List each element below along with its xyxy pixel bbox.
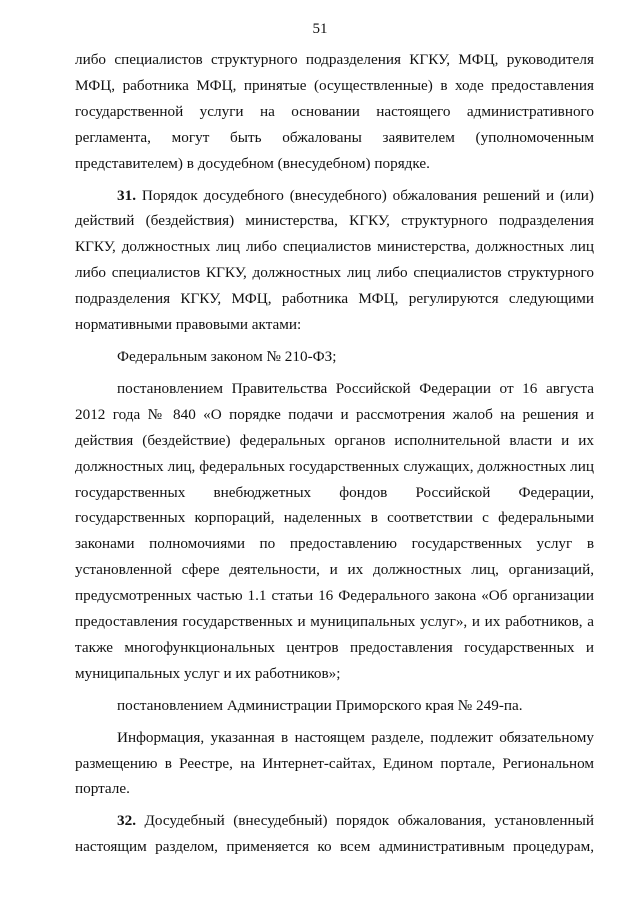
page-number: 51	[312, 21, 328, 37]
paragraph-information: Информация, указанная в настоящем разделе, подлежит обязательному размещению в Реестре, на Интернет-сайтах, Едином портале, Региональном портале.	[75, 728, 594, 798]
paragraph-32	[75, 808, 594, 860]
paragraph-31-text: Порядок досудебного (внесудебного) обжалования решений и (или) действий (бездействия) министерства, КГКУ, структурного подразделения КГКУ, должностных лиц либо специалистов министерства, должностных лиц либо специалистов КГКУ, должностных лиц либо специалистов структурного подразделения КГКУ, МФЦ, работника МФЦ, регулируются следующими нормативными правовыми актами:	[75, 186, 594, 334]
document-body	[75, 47, 594, 860]
paragraph-31	[75, 183, 594, 338]
paragraph-government-decree: постановлением Правительства Российской Федерации от 16 августа 2012 года № 840 «О порядке подачи и рассмотрения жалоб на решения и действия (бездействие) федеральных органов исполнительной власти и их должностных лиц, федеральных государственных служащих, должностных лиц государственных внебюджетных фондов Российской Федерации, государственных корпораций, наделенных в соответствии с федеральными законами полномочиями по предоставлению государственных услуг в установленной сфере деятельности, и их должностных лиц, организаций, предусмотренных частью 1.1 статьи 16 Федерального закона «Об организации предоставления государственных и муниципальных услуг», и их работников, а также многофункциональных центров предоставления государственных и муниципальных услуг и их работников»;	[75, 379, 594, 682]
paragraph-32-text: Досудебный (внесудебный) порядок обжалования, установленный настоящим разделом, применяется ко всем административным процедурам,	[75, 812, 594, 856]
paragraph-appeal-intro: либо специалистов структурного подразделения КГКУ, МФЦ, руководителя МФЦ, работника МФЦ, принятые (осуществленные) в ходе предоставления государственной услуги на основании настоящего административного регламента, могут быть обжалованы заявителем (уполномоченным представителем) в досудебном (внесудебном) порядке.	[75, 51, 594, 172]
paragraph-federal-law: Федеральным законом № 210-ФЗ;	[117, 347, 337, 365]
clause-number-32: 32.	[117, 812, 136, 830]
paragraph-administration-decree: постановлением Администрации Приморского края № 249-па.	[117, 696, 523, 714]
clause-number-31: 31.	[117, 186, 136, 204]
